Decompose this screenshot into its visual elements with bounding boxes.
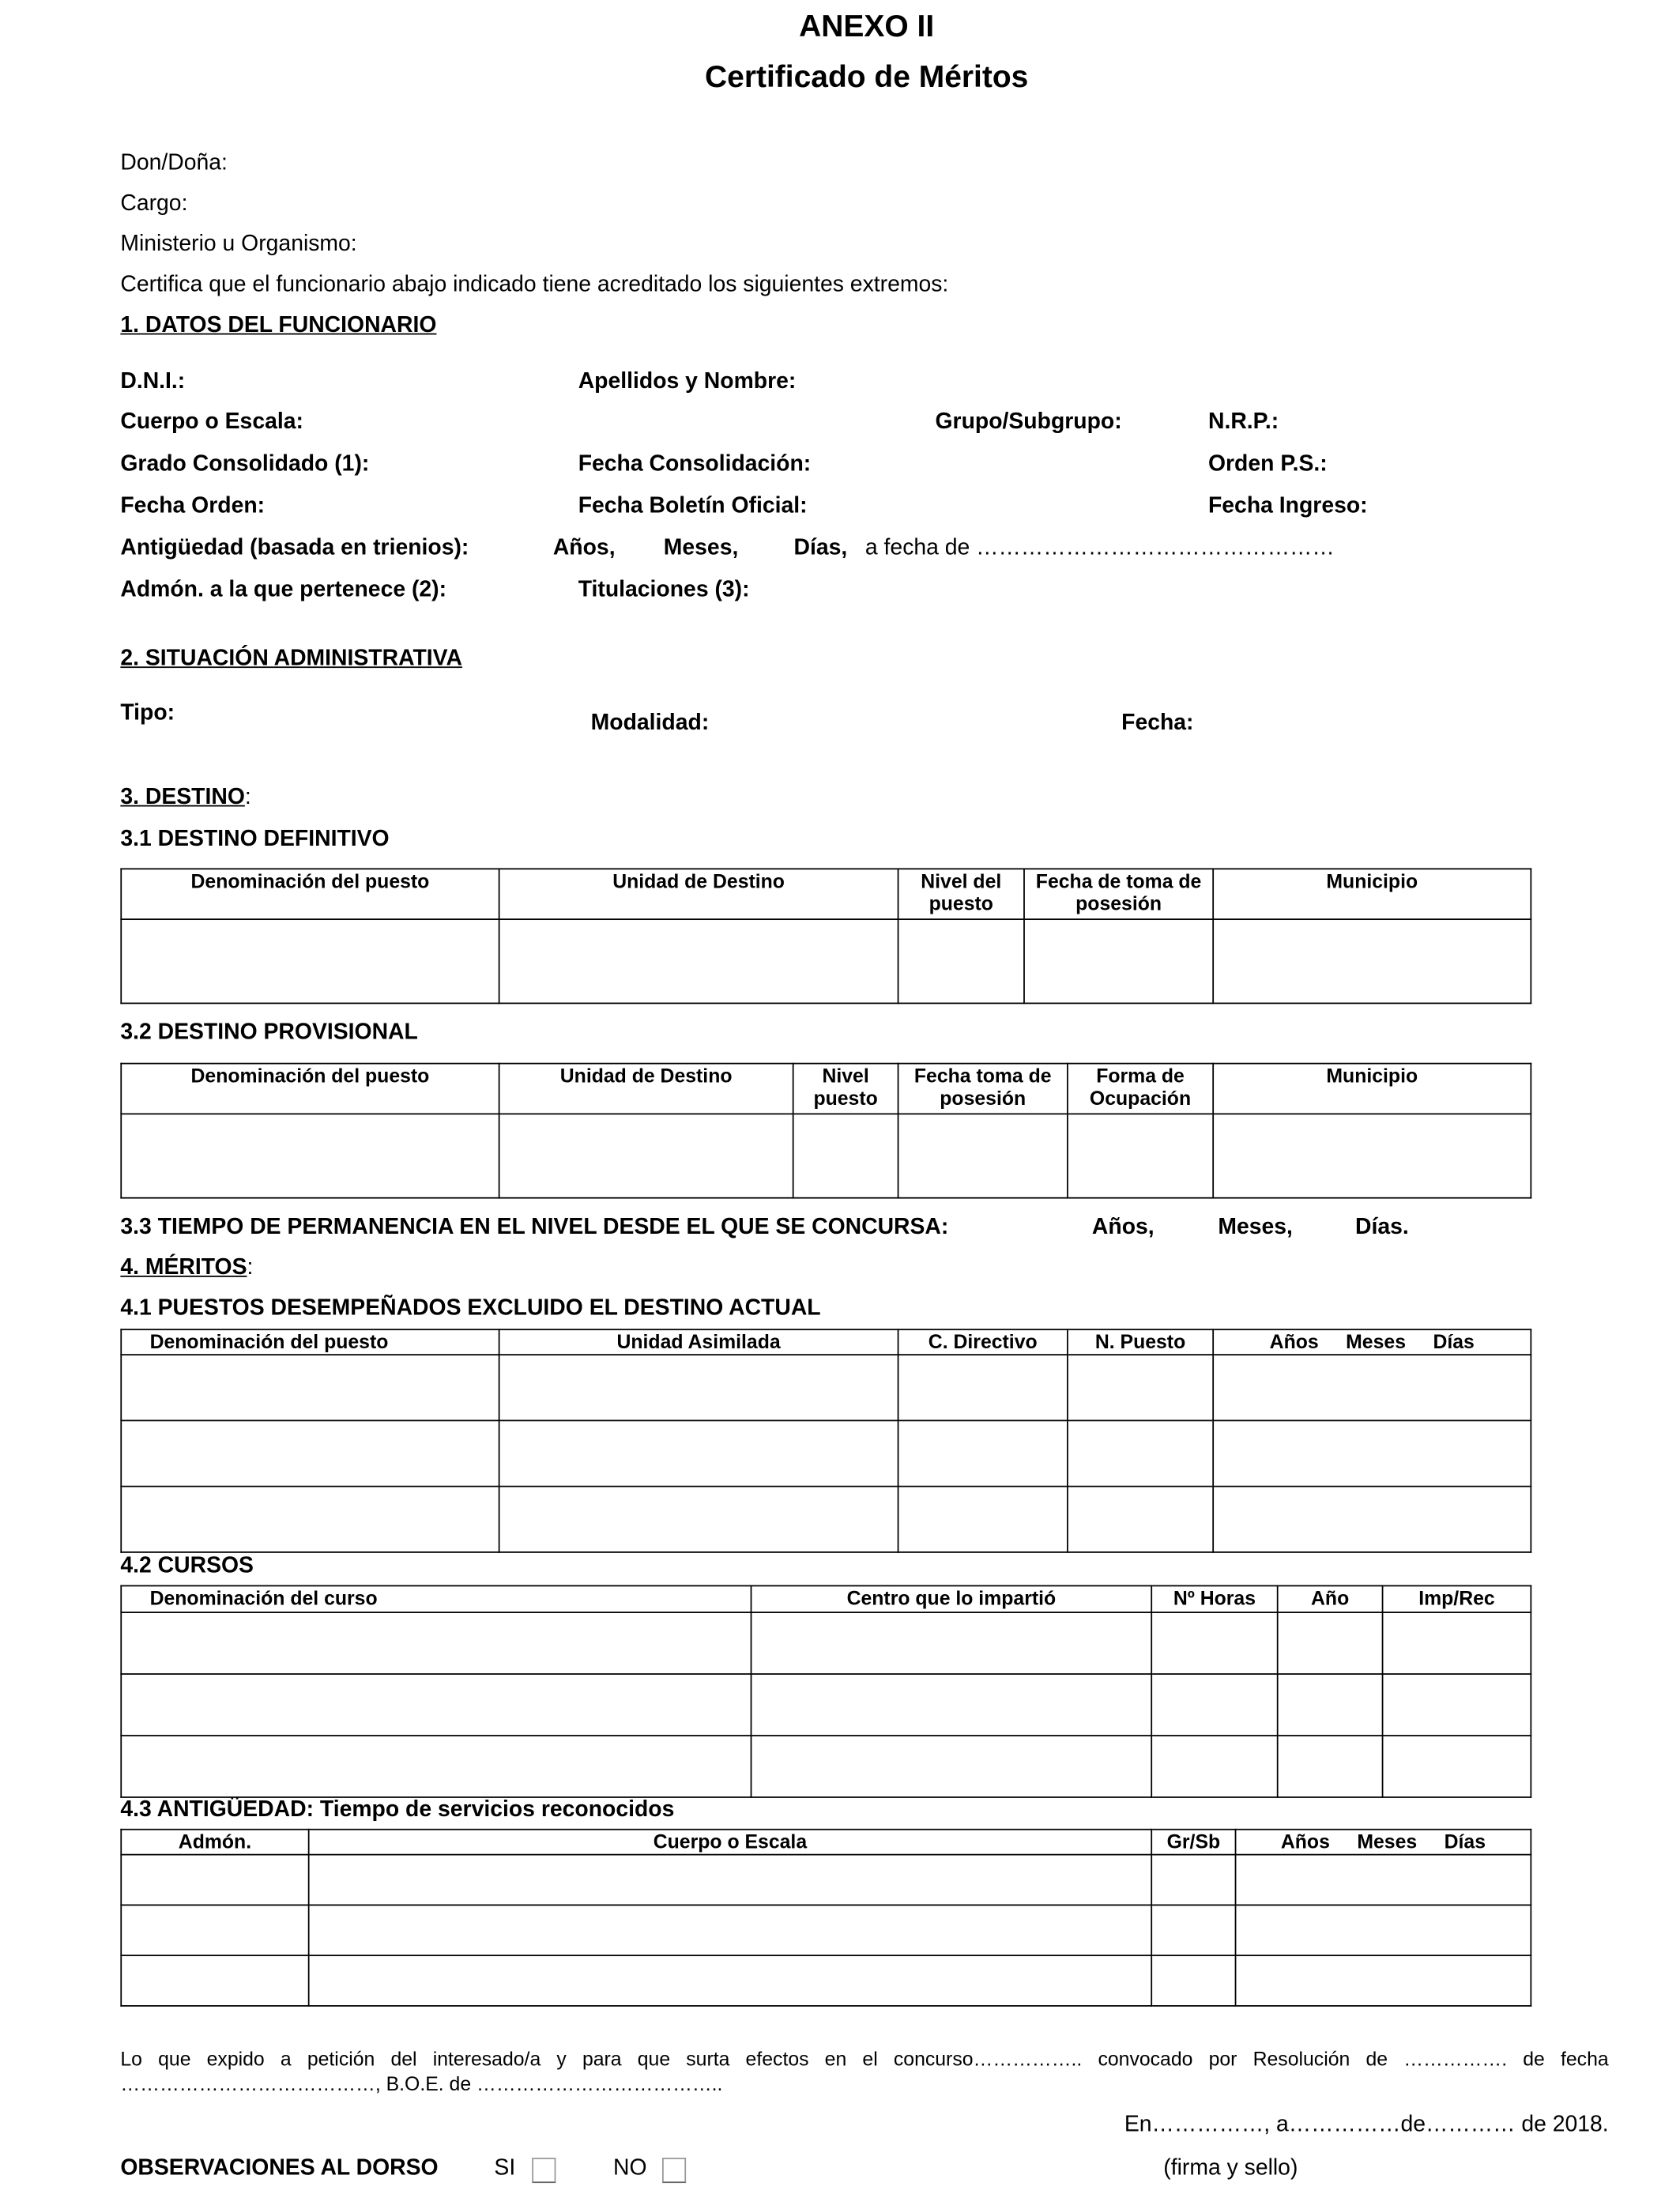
- section-3-title: [120, 786, 250, 811]
- table-cell[interactable]: [121, 1736, 751, 1797]
- table-cell[interactable]: [1068, 1420, 1213, 1486]
- table-cell[interactable]: [309, 1955, 1152, 2006]
- table-row: [121, 1420, 1531, 1486]
- table-cell[interactable]: [309, 1905, 1152, 1955]
- antiguedad-title-bold: 4.3 ANTIGÜEDAD:: [120, 1797, 315, 1822]
- meses-label: Meses,: [663, 536, 739, 560]
- si-label: SI: [494, 2156, 516, 2181]
- column-header: Cuerpo o Escala: [309, 1830, 1152, 1855]
- table-cell[interactable]: [1068, 1355, 1213, 1420]
- table-header-row: [121, 1064, 1531, 1114]
- table-cell[interactable]: [1151, 1612, 1277, 1674]
- table-header-row: [121, 1329, 1531, 1355]
- apellidos-label: Apellidos y Nombre:: [578, 369, 797, 394]
- destino-definitivo-table: [120, 868, 1531, 1004]
- column-header: Admón.: [121, 1830, 308, 1855]
- table-cell[interactable]: [121, 1420, 499, 1486]
- destino-provisional-title: 3.2 DESTINO PROVISIONAL: [120, 1020, 418, 1045]
- table-cell[interactable]: [751, 1674, 1152, 1736]
- column-header: Municipio: [1213, 869, 1531, 919]
- table-cell[interactable]: [1151, 1905, 1235, 1955]
- table-row: [121, 1114, 1531, 1197]
- column-header: Denominación del puesto: [121, 1064, 499, 1114]
- nrp-label: N.R.P.:: [1207, 410, 1279, 435]
- admon-label: Admón. a la que pertenece (2):: [120, 578, 447, 602]
- fecha-label: Fecha:: [1121, 711, 1194, 736]
- table-cell[interactable]: [898, 1487, 1068, 1552]
- fecha-consolidacion-label: Fecha Consolidación:: [578, 452, 812, 477]
- section-1-title: 1. DATOS DEL FUNCIONARIO: [120, 313, 437, 337]
- table-cell[interactable]: [121, 1905, 308, 1955]
- permanencia-label: 3.3 TIEMPO DE PERMANENCIA EN EL NIVEL DESDE EL QUE SE CONCURSA:: [120, 1215, 949, 1239]
- tipo-label: Tipo:: [120, 701, 175, 726]
- table-row: [121, 1487, 1531, 1552]
- destino-provisional-table: [120, 1063, 1531, 1199]
- table-cell[interactable]: [121, 1855, 308, 1906]
- table-cell[interactable]: [898, 1114, 1068, 1197]
- permanencia-meses: Meses,: [1218, 1215, 1293, 1239]
- table-cell[interactable]: [499, 919, 898, 1003]
- table-row: [121, 1955, 1531, 2006]
- orden-ps-label: Orden P.S.:: [1207, 452, 1328, 477]
- table-cell[interactable]: [1278, 1612, 1383, 1674]
- table-cell[interactable]: [121, 1487, 499, 1552]
- colon: :: [244, 785, 251, 810]
- column-header: Nivel del puesto: [898, 869, 1024, 919]
- cargo-label: Cargo:: [120, 191, 188, 216]
- grado-label: Grado Consolidado (1):: [120, 452, 370, 477]
- table-row: [121, 1855, 1531, 1906]
- column-header: Unidad Asimilada: [499, 1329, 898, 1355]
- table-cell[interactable]: [1236, 1855, 1531, 1906]
- column-header: Centro que lo impartió: [751, 1585, 1152, 1612]
- fecha-ingreso-label: Fecha Ingreso:: [1207, 494, 1368, 518]
- place-date: En……………, a……………de………… de 2018.: [1124, 2113, 1609, 2137]
- section-3-title-text: 3. DESTINO: [120, 785, 245, 810]
- column-header: Año: [1278, 1585, 1383, 1612]
- table-cell[interactable]: [898, 919, 1024, 1003]
- table-header-row: [121, 1830, 1531, 1855]
- table-cell[interactable]: [121, 1114, 499, 1197]
- table-cell[interactable]: [121, 1955, 308, 2006]
- permanencia-dias: Días.: [1355, 1215, 1409, 1239]
- table-cell[interactable]: [751, 1612, 1152, 1674]
- table-cell[interactable]: [1151, 1674, 1277, 1736]
- table-row: [121, 1355, 1531, 1420]
- antiguedad-table: [120, 1829, 1531, 2007]
- column-header: C. Directivo: [898, 1329, 1068, 1355]
- table-cell[interactable]: [1151, 1855, 1235, 1906]
- table-row: [121, 919, 1531, 1003]
- footer-text-line2: …………………………………, B.O.E. de ………………………………..: [120, 2072, 723, 2095]
- modalidad-label: Modalidad:: [590, 711, 710, 736]
- puestos-title: 4.1 PUESTOS DESEMPEÑADOS EXCLUIDO EL DESTINO ACTUAL: [120, 1296, 821, 1321]
- table-cell[interactable]: [121, 1355, 499, 1420]
- table-cell[interactable]: [499, 1487, 898, 1552]
- fecha-orden-label: Fecha Orden:: [120, 494, 266, 518]
- table-cell[interactable]: [1213, 1487, 1531, 1552]
- table-cell[interactable]: [499, 1114, 793, 1197]
- table-cell[interactable]: [1236, 1955, 1531, 2006]
- antiguedad-label: Antigüedad (basada en trienios):: [120, 536, 469, 560]
- table-cell[interactable]: [898, 1355, 1068, 1420]
- table-cell[interactable]: [309, 1855, 1152, 1906]
- table-cell[interactable]: [793, 1114, 898, 1197]
- ministerio-label: Ministerio u Organismo:: [120, 232, 357, 257]
- table-cell[interactable]: [1024, 919, 1213, 1003]
- cuerpo-label: Cuerpo o Escala:: [120, 410, 303, 435]
- column-header: Forma de Ocupación: [1068, 1064, 1213, 1114]
- observaciones-label: OBSERVACIONES AL DORSO: [120, 2156, 439, 2181]
- column-header: Municipio: [1213, 1064, 1531, 1114]
- column-header: Denominación del puesto: [121, 1329, 499, 1355]
- colon: :: [247, 1256, 254, 1280]
- certifica-text: Certifica que el funcionario abajo indicado tiene acreditado los siguientes extremos:: [120, 273, 949, 297]
- table-cell[interactable]: [1151, 1736, 1277, 1797]
- table-cell[interactable]: [1068, 1487, 1213, 1552]
- table-cell[interactable]: [499, 1420, 898, 1486]
- table-cell[interactable]: [1278, 1736, 1383, 1797]
- table-row: [121, 1674, 1531, 1736]
- a-fecha-text: a fecha de …………………………………………: [864, 536, 1335, 560]
- column-header: Años Meses Días: [1213, 1329, 1531, 1355]
- table-header-row: [121, 869, 1531, 919]
- table-cell[interactable]: [1383, 1736, 1531, 1797]
- column-header: Fecha de toma de posesión: [1024, 869, 1213, 919]
- column-header: Unidad de Destino: [499, 869, 898, 919]
- table-cell[interactable]: [1278, 1674, 1383, 1736]
- table-cell[interactable]: [1213, 1420, 1531, 1486]
- table-row: [121, 1612, 1531, 1674]
- column-header: Denominación del puesto: [121, 869, 499, 919]
- don-label: Don/Doña:: [120, 151, 228, 175]
- dias-label: Días,: [793, 536, 848, 560]
- table-cell[interactable]: [499, 1355, 898, 1420]
- column-header: N. Puesto: [1068, 1329, 1213, 1355]
- grupo-label: Grupo/Subgrupo:: [935, 410, 1122, 435]
- document-title: Certificado de Méritos: [704, 58, 1029, 94]
- table-cell[interactable]: [1383, 1612, 1531, 1674]
- titulaciones-label: Titulaciones (3):: [578, 578, 750, 602]
- table-cell[interactable]: [751, 1736, 1152, 1797]
- column-header: Gr/Sb: [1151, 1830, 1235, 1855]
- column-header: Fecha toma de posesión: [898, 1064, 1068, 1114]
- section-2-title: 2. SITUACIÓN ADMINISTRATIVA: [120, 647, 462, 671]
- table-header-row: [121, 1585, 1531, 1612]
- table-row: [121, 1905, 1531, 1955]
- table-cell[interactable]: [1213, 919, 1531, 1003]
- permanencia-anos: Años,: [1091, 1215, 1155, 1239]
- table-cell[interactable]: [1236, 1905, 1531, 1955]
- antiguedad-title-rest: Tiempo de servicios reconocidos: [314, 1797, 675, 1822]
- table-cell[interactable]: [1068, 1114, 1213, 1197]
- section-4-title: [120, 1256, 253, 1281]
- table-cell[interactable]: [121, 1612, 751, 1674]
- column-header: Imp/Rec: [1383, 1585, 1531, 1612]
- column-header: Unidad de Destino: [499, 1064, 793, 1114]
- no-checkbox[interactable]: [662, 2158, 686, 2183]
- section-4-title-text: 4. MÉRITOS: [120, 1256, 247, 1280]
- table-cell[interactable]: [121, 1674, 751, 1736]
- column-header: Nivel puesto: [793, 1064, 898, 1114]
- firma-label: (firma y sello): [1163, 2156, 1298, 2181]
- puestos-table: [120, 1329, 1531, 1552]
- footer-text-line1: Lo que expido a petición del interesado/a y para que surta efectos en el concurso…………….. convocado por Resolución de ……………. de fecha: [120, 2047, 1609, 2070]
- table-cell[interactable]: [1151, 1955, 1235, 2006]
- column-header: Denominación del curso: [121, 1585, 751, 1612]
- no-label: NO: [613, 2156, 647, 2181]
- si-checkbox[interactable]: [532, 2158, 556, 2183]
- cursos-title: 4.2 CURSOS: [120, 1554, 254, 1578]
- fecha-boletin-label: Fecha Boletín Oficial:: [578, 494, 808, 518]
- anos-label: Años,: [552, 536, 616, 560]
- table-cell[interactable]: [1213, 1114, 1531, 1197]
- column-header: Nº Horas: [1151, 1585, 1277, 1612]
- table-cell[interactable]: [898, 1420, 1068, 1486]
- cursos-table: [120, 1585, 1531, 1798]
- table-cell[interactable]: [1383, 1674, 1531, 1736]
- antiguedad-title: [120, 1798, 674, 1823]
- table-cell[interactable]: [121, 919, 499, 1003]
- column-header: Años Meses Días: [1236, 1830, 1531, 1855]
- dni-label: D.N.I.:: [120, 369, 186, 394]
- table-cell[interactable]: [1213, 1355, 1531, 1420]
- table-row: [121, 1736, 1531, 1797]
- annex-title: ANEXO II: [799, 8, 935, 43]
- destino-definitivo-title: 3.1 DESTINO DEFINITIVO: [120, 827, 390, 852]
